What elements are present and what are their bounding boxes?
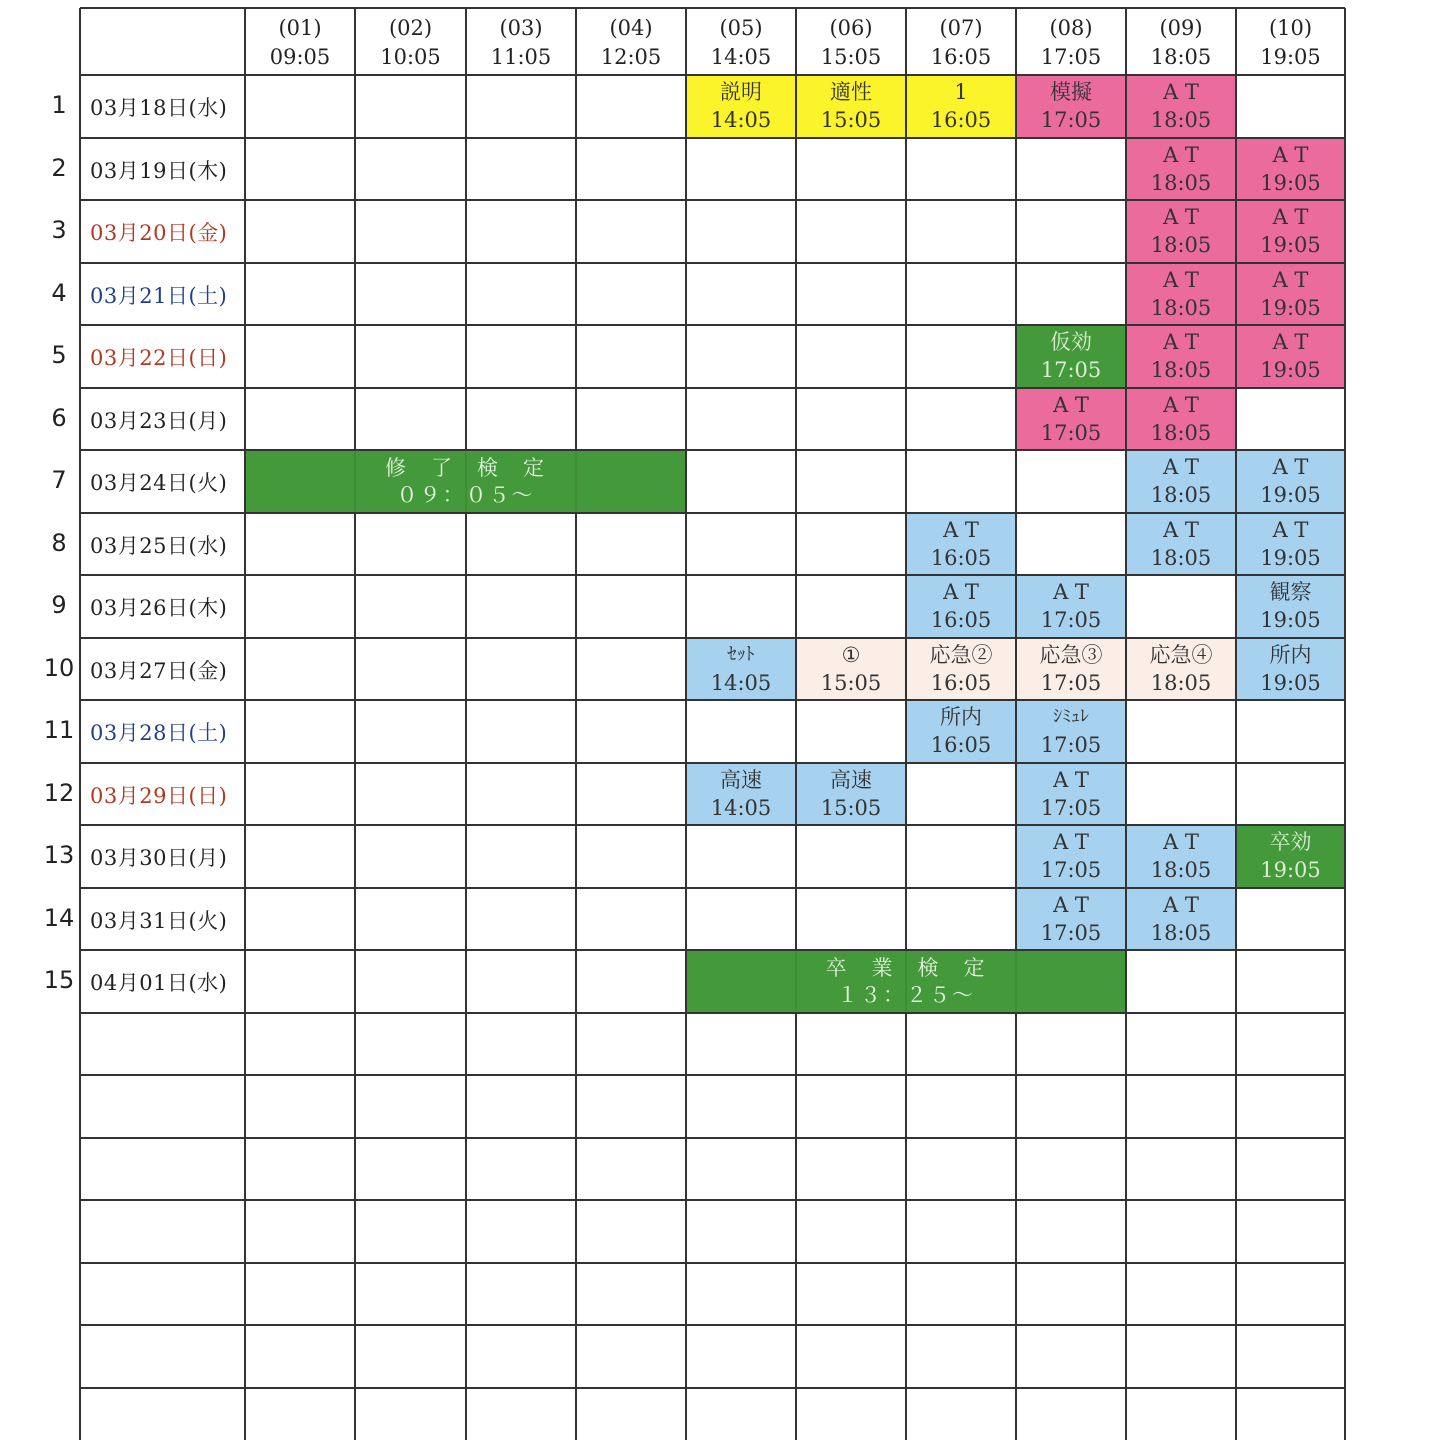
slot-header <box>906 14 1016 72</box>
grid-line <box>80 762 1345 764</box>
cell-time: 19:05 <box>1260 170 1321 195</box>
grid-line <box>80 1262 1345 1264</box>
slot-number: (08) <box>1049 16 1093 40</box>
cell-label: A T <box>1272 455 1309 480</box>
schedule-cell[interactable] <box>686 638 796 701</box>
row-number: 1 <box>51 91 67 119</box>
cell-time: 16:05 <box>930 545 992 570</box>
slot-time: 12:05 <box>600 45 662 69</box>
cell-label: A T <box>1272 142 1309 167</box>
row-date: 03月24日(火) <box>90 471 228 495</box>
schedule-cell[interactable] <box>1236 200 1345 263</box>
slot-time: 11:05 <box>490 45 552 69</box>
cell-time: 18:05 <box>1150 108 1212 133</box>
cell-label: A T <box>1272 267 1309 292</box>
cell-time: 18:05 <box>1150 858 1212 883</box>
row-date: 03月22日(日) <box>90 346 228 370</box>
grid-line <box>80 824 1345 826</box>
slot-number: (05) <box>719 16 763 40</box>
schedule-cell[interactable] <box>1016 700 1126 763</box>
grid-line <box>80 137 1345 139</box>
row-date: 04月01日(水) <box>90 971 228 995</box>
slot-header <box>1016 14 1126 72</box>
cell-time: 19:05 <box>1260 858 1321 883</box>
grid-line <box>80 324 1345 326</box>
row-date: 03月20日(金) <box>90 221 228 245</box>
schedule-cell[interactable] <box>1126 388 1236 451</box>
cell-time: 18:05 <box>1150 295 1212 320</box>
cell-time: 19:05 <box>1260 233 1321 258</box>
cell-label: A T <box>1053 892 1089 917</box>
row-date: 03月25日(水) <box>90 533 228 558</box>
cell-time: 17:05 <box>1040 608 1102 633</box>
grid-line <box>80 262 1345 264</box>
slot-time: 16:05 <box>930 45 992 69</box>
schedule-cell[interactable] <box>1236 575 1345 638</box>
schedule-cell[interactable] <box>1236 325 1345 388</box>
cell-time: 19:05 <box>1260 358 1321 383</box>
grid-line <box>80 1387 1345 1389</box>
cell-label: A T <box>1053 767 1089 792</box>
slot-header <box>466 14 576 72</box>
slot-number: (03) <box>499 16 543 40</box>
cell-label: 1 <box>954 80 968 105</box>
cell-label: A T <box>1163 455 1199 480</box>
row-number: 8 <box>51 528 67 557</box>
schedule-cell[interactable] <box>906 75 1016 138</box>
cell-label: 応急④ <box>1149 642 1213 667</box>
grid-line <box>575 8 577 1440</box>
cell-label: 所内 <box>1269 642 1312 667</box>
cell-label: A T <box>1163 517 1199 542</box>
cell-time: 16:05 <box>930 670 992 695</box>
cell-label: A T <box>1163 142 1199 167</box>
cell-time: 17:05 <box>1040 670 1102 695</box>
cell-label: A T <box>1053 580 1089 605</box>
cell-time: 19:05 <box>1260 483 1321 508</box>
slot-time: 14:05 <box>710 45 772 69</box>
schedule-cell[interactable] <box>686 75 796 138</box>
schedule-cell[interactable] <box>1126 450 1236 513</box>
grid-line <box>80 1137 1345 1139</box>
schedule-cell[interactable] <box>1016 763 1126 826</box>
grid-line <box>79 8 81 1440</box>
row-number: 15 <box>43 966 75 994</box>
slot-header <box>576 14 686 72</box>
schedule-cell[interactable] <box>1016 825 1126 888</box>
cell-label: A T <box>1272 205 1309 230</box>
schedule-cell[interactable] <box>906 638 1016 701</box>
schedule-cell[interactable] <box>906 700 1016 763</box>
schedule-cell[interactable] <box>1236 825 1345 888</box>
slot-time: 18:05 <box>1150 45 1212 69</box>
row-date: 03月26日(木) <box>90 596 228 620</box>
schedule-cell[interactable] <box>1126 513 1236 576</box>
cell-time: 14:05 <box>710 670 772 695</box>
slot-number: (04) <box>609 16 653 40</box>
grid-line <box>685 8 687 1440</box>
cell-label: A T <box>1053 830 1089 855</box>
cell-time: 17:05 <box>1040 920 1102 945</box>
slot-header <box>1236 14 1345 72</box>
row-date: 03月19日(木) <box>90 158 228 183</box>
schedule-cell[interactable] <box>1236 513 1345 576</box>
schedule-cell[interactable] <box>796 763 906 826</box>
row-date: 03月28日(土) <box>90 721 228 745</box>
grid-line <box>1235 8 1237 1440</box>
row-date: 03月30日(月) <box>90 846 228 870</box>
schedule-cell[interactable] <box>1016 888 1126 951</box>
cell-label: A T <box>1163 267 1199 292</box>
cell-time: 18:05 <box>1150 670 1212 695</box>
row-number: 3 <box>51 216 67 244</box>
cell-label: 仮効 <box>1050 330 1092 355</box>
row-date: 03月23日(月) <box>90 408 228 433</box>
grid-line <box>1344 8 1346 1440</box>
row-date: 03月29日(日) <box>90 783 228 808</box>
cell-label: A T <box>943 517 979 542</box>
cell-time: 18:05 <box>1150 920 1212 945</box>
cell-time: 17:05 <box>1040 108 1102 133</box>
cell-label: ｾｯﾄ <box>727 643 755 665</box>
exam-time: ０９：０５～ <box>396 483 535 507</box>
cell-label: 観察 <box>1269 580 1312 605</box>
schedule-cell[interactable] <box>906 513 1016 576</box>
grid-line <box>1125 8 1127 1440</box>
slot-time: 09:05 <box>269 45 331 69</box>
cell-time: 18:05 <box>1150 483 1212 508</box>
grid-line <box>80 512 1345 514</box>
row-number: 4 <box>51 278 67 307</box>
row-number: 11 <box>43 716 75 744</box>
schedule-cell[interactable] <box>1016 325 1126 388</box>
cell-label: 所内 <box>940 705 982 730</box>
grid-line <box>80 1012 1345 1014</box>
cell-time: 17:05 <box>1040 858 1102 883</box>
cell-label: ① <box>841 642 861 667</box>
grid-line <box>244 8 246 1440</box>
grid-line <box>80 199 1345 201</box>
row-date: 03月27日(金) <box>90 658 228 683</box>
slot-number: (09) <box>1159 16 1203 40</box>
cell-label: ｼﾐｭﾚ <box>1053 706 1089 728</box>
cell-time: 15:05 <box>820 795 882 820</box>
cell-label: A T <box>1053 392 1089 417</box>
grid-line <box>80 74 1345 76</box>
cell-time: 18:05 <box>1150 170 1212 195</box>
cell-time: 17:05 <box>1040 420 1102 445</box>
grid-line <box>465 8 467 1440</box>
cell-time: 19:05 <box>1260 608 1321 633</box>
cell-label: 高速 <box>830 767 872 792</box>
slot-number: (07) <box>939 16 983 40</box>
grid-line <box>795 8 797 1440</box>
grid-line <box>80 1199 1345 1201</box>
cell-time: 16:05 <box>930 608 992 633</box>
cell-time: 18:05 <box>1150 420 1212 445</box>
row-date: 03月31日(火) <box>90 908 228 933</box>
schedule-cell[interactable] <box>1126 638 1236 701</box>
slot-time: 17:05 <box>1040 45 1102 69</box>
schedule-cell[interactable] <box>686 763 796 826</box>
row-number: 7 <box>51 466 67 494</box>
row-number: 13 <box>43 841 75 869</box>
schedule-cell[interactable] <box>1126 138 1236 201</box>
cell-label: A T <box>1163 205 1199 230</box>
schedule-cell[interactable] <box>1126 75 1236 138</box>
cell-time: 16:05 <box>930 733 992 758</box>
cell-time: 15:05 <box>820 108 882 133</box>
row-date: 03月18日(水) <box>90 96 228 120</box>
cell-label: A T <box>1272 517 1309 542</box>
slot-number: (06) <box>829 16 873 40</box>
cell-label: A T <box>1272 330 1309 355</box>
schedule-cell[interactable] <box>796 75 906 138</box>
schedule-cell[interactable] <box>1016 638 1126 701</box>
schedule-cell[interactable] <box>1126 888 1236 951</box>
slot-number: (02) <box>388 16 433 40</box>
row-number: 2 <box>51 153 67 182</box>
cell-label: 説明 <box>720 80 762 105</box>
cell-time: 17:05 <box>1040 795 1102 820</box>
exam-title: 卒 業 検 定 <box>825 956 987 980</box>
exam-time: １３：２５～ <box>837 983 975 1007</box>
slot-time: 10:05 <box>380 45 441 69</box>
row-date: 03月21日(土) <box>90 283 228 308</box>
cell-time: 19:05 <box>1260 545 1321 570</box>
cell-label: A T <box>943 580 979 605</box>
grid-line <box>80 387 1345 389</box>
grid-line <box>80 1324 1345 1326</box>
cell-time: 19:05 <box>1260 670 1321 695</box>
grid-line <box>1015 8 1017 1440</box>
slot-header <box>1126 14 1236 72</box>
grid-line <box>80 949 1345 951</box>
slot-header <box>355 14 466 72</box>
row-number: 10 <box>43 653 75 682</box>
cell-label: 卒効 <box>1269 830 1312 855</box>
schedule-cell[interactable] <box>906 575 1016 638</box>
grid-line <box>80 699 1345 701</box>
exam-title: 修 了 検 定 <box>385 456 546 480</box>
schedule-cell[interactable] <box>1016 575 1126 638</box>
cell-time: 18:05 <box>1150 233 1212 258</box>
row-number: 5 <box>51 341 67 369</box>
row-number: 6 <box>51 403 67 432</box>
slot-header <box>796 14 906 72</box>
slot-number: (01) <box>278 16 322 40</box>
cell-label: 適性 <box>830 80 872 105</box>
schedule-cell[interactable] <box>1126 325 1236 388</box>
grid-line <box>80 1074 1345 1076</box>
row-number: 14 <box>43 903 75 932</box>
grid-line <box>354 8 356 1440</box>
slot-header <box>245 14 355 72</box>
schedule-cell[interactable] <box>1126 825 1236 888</box>
cell-time: 15:05 <box>820 670 882 695</box>
schedule-cell[interactable] <box>1016 388 1126 451</box>
cell-label: 高速 <box>720 767 762 792</box>
schedule-cell[interactable] <box>1236 263 1345 326</box>
schedule-cell[interactable] <box>1236 450 1345 513</box>
cell-time: 17:05 <box>1040 358 1102 383</box>
cell-label: A T <box>1163 330 1199 355</box>
schedule-cell[interactable] <box>1016 75 1126 138</box>
cell-label: 応急② <box>929 642 993 667</box>
slot-header <box>686 14 796 72</box>
slot-time: 15:05 <box>820 45 882 69</box>
cell-time: 16:05 <box>930 108 992 133</box>
grid-line <box>80 887 1345 889</box>
schedule-cell[interactable] <box>796 638 906 701</box>
schedule-cell[interactable] <box>1126 263 1236 326</box>
row-number: 12 <box>43 778 75 807</box>
cell-label: A T <box>1163 80 1199 105</box>
slot-number: (10) <box>1268 16 1313 40</box>
cell-time: 17:05 <box>1040 733 1102 758</box>
grid-line <box>905 8 907 1440</box>
cell-label: A T <box>1163 892 1199 917</box>
schedule-cell[interactable] <box>1236 138 1345 201</box>
grid-line <box>80 449 1345 451</box>
cell-time: 14:05 <box>710 108 772 133</box>
grid-line <box>80 574 1345 576</box>
grid-line <box>80 7 1345 9</box>
row-number: 9 <box>51 591 67 619</box>
slot-time: 19:05 <box>1260 45 1321 69</box>
grid-line <box>80 637 1345 639</box>
cell-time: 18:05 <box>1150 545 1212 570</box>
schedule-cell[interactable] <box>1236 638 1345 701</box>
cell-time: 19:05 <box>1260 295 1321 320</box>
cell-label: A T <box>1163 830 1199 855</box>
cell-label: A T <box>1163 392 1199 417</box>
cell-label: 応急③ <box>1039 642 1103 667</box>
cell-time: 14:05 <box>710 795 772 820</box>
cell-label: 模擬 <box>1050 80 1092 105</box>
cell-time: 18:05 <box>1150 358 1212 383</box>
schedule-cell[interactable] <box>1126 200 1236 263</box>
